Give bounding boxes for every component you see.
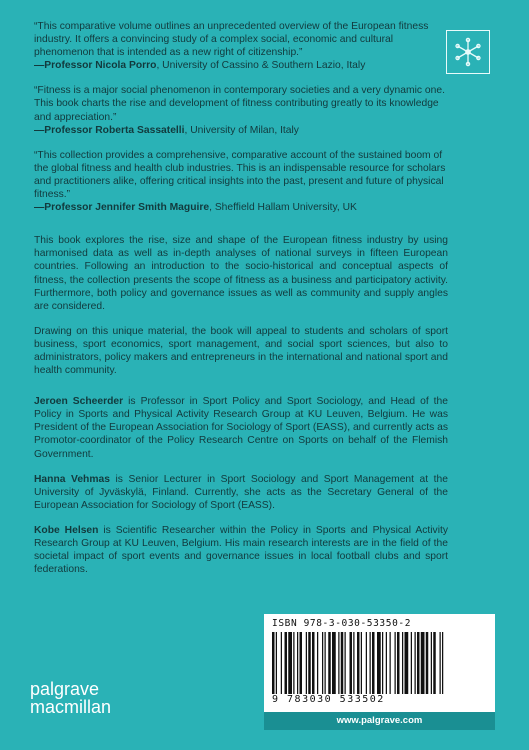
quote-1 [34,20,448,72]
author-bio-1 [34,395,448,460]
barcode-image [272,632,487,694]
quote-author: —Professor Nicola Porro [34,60,157,72]
author-bio-text: is Scientific Researcher within the Policy in Sports and Physical Activity Research Group at KU Leuven, Belgium. His main research interests are in the field of the societal impact of sport events and governance issues in local football clubs and sport federations. [34,524,449,576]
quote-author: —Professor Jennifer Smith Maguire [34,202,210,214]
quote-affiliation: , University of Milan, Italy [184,124,299,136]
publisher-logo [30,680,111,716]
author-bio-2 [34,473,448,512]
quote-text: “This comparative volume outlines an unprecedented overview of the European fitness industry. It offers a convincing study of a complex social, economic and cultural phenomenon that is intended as a new right of citizenship.” [34,21,429,59]
publisher-name-line1: palgrave [30,679,100,699]
springer-snowflake-icon [446,30,490,74]
quote-attribution [34,201,448,214]
quote-text: “This collection provides a comprehensive, comparative account of the sustained boom of the global fitness and health club industries. This is an indispensable resource for scholars and practitioners alike, offering critical insights into the past, present and future of physical fitness.” [34,149,446,201]
quote-3 [34,149,448,214]
author-name: Hanna Vehmas [34,473,110,485]
author-bio-3 [34,524,448,576]
cover-text-column [34,20,448,588]
quote-author: —Professor Roberta Sassatelli [34,124,185,136]
quote-attribution [34,124,448,137]
publisher-url: www.palgrave.com [264,712,495,730]
publisher-name-line2: macmillan [30,697,112,717]
description-paragraph-1: This book explores the rise, size and shape of the European fitness industry by using harmonised data as well as in-depth analyses of national surveys in fifteen European countries. Following an introduction to the socio-historical and conceptual aspects of fitness, the collection presents the scope of fitness as a business and participatory activity. Furthermore, both policy and governance issues as well as community and supply angles are considered. [34,235,448,312]
isbn-barcode-block [264,614,495,712]
quote-text: “Fitness is a major social phenomenon in contemporary societies and a very dynamic one. This book charts the rise and development of fitness contributing greatly to its knowledge and appreciation.” [34,85,445,123]
quote-affiliation: , University of Cassino & Southern Lazio, Italy [156,60,366,72]
isbn-label: ISBN 978-3-030-53350-2 [272,618,412,629]
quote-attribution [34,59,448,72]
quote-2 [34,84,448,136]
author-name: Jeroen Scheerder [34,396,124,408]
isbn-digits: 9 783030 533502 [272,694,385,705]
author-name: Kobe Helsen [34,524,99,536]
author-bio-text: is Senior Lecturer in Sport Sociology and Sport Management at the University of Jyväskylä, Finland. Currently, she acts as the Secretary General of the European Association for Sociology of Sport (EASS). [34,473,448,511]
author-bio-text: is Professor in Sport Policy and Sport Sociology, and Head of the Policy in Sports and Physical Activity Research Group at KU Leuven, Belgium. He was President of the European Association for Sociology of Sport (EASS), and currently acts as Promotor-coordinator of the Policy Research Centre on Sports on behalf of the Flemish Government. [34,396,448,460]
quote-affiliation: , Sheffield Hallam University, UK [209,202,357,214]
description-paragraph-2: Drawing on this unique material, the book will appeal to students and scholars of sport business, sport economics, sport management, and social sport sciences, but also to administrators, policy makers and entrepreneurs in the international and national sport and health community. [34,325,448,377]
